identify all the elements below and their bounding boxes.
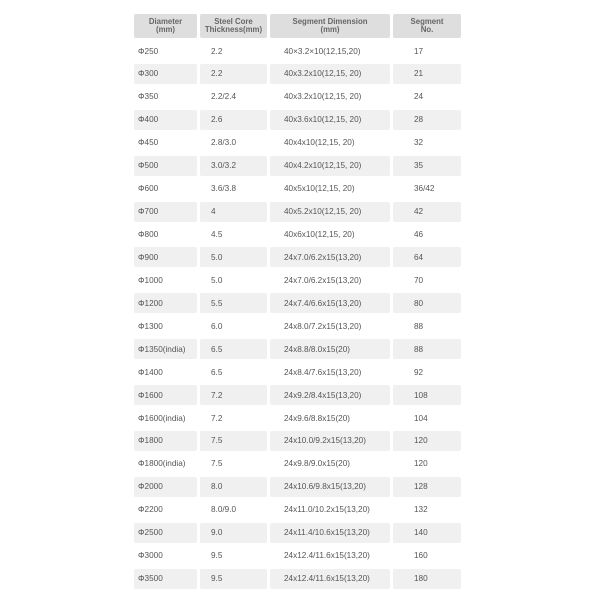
cell-diameter: Φ1600: [134, 385, 197, 405]
cell-segment-no: 24: [393, 87, 461, 107]
cell-steel-core: 7.5: [200, 431, 267, 451]
cell-segment-dimension: 24x11.0/10.2x15(13,20): [270, 500, 390, 520]
header-steel-core-line2: Thickness(mm): [204, 25, 263, 34]
table-row: [134, 179, 464, 199]
cell-segment-dimension: 24x7.0/6.2x15(13,20): [270, 247, 390, 267]
cell-diameter: Φ400: [134, 110, 197, 130]
cell-steel-core: 5.5: [200, 293, 267, 313]
cell-diameter: Φ1600(india): [134, 408, 197, 428]
cell-segment-dimension: 40x3.2x10(12,15, 20): [270, 87, 390, 107]
cell-steel-core: 6.5: [200, 362, 267, 382]
table-row: [134, 202, 464, 222]
table-row: [134, 477, 464, 497]
cell-segment-dimension: 40x5x10(12,15, 20): [270, 179, 390, 199]
cell-segment-dimension: 40x3.6x10(12,15, 20): [270, 110, 390, 130]
table-row: [134, 385, 464, 405]
table-row: [134, 546, 464, 566]
cell-segment-no: 160: [393, 546, 461, 566]
cell-segment-dimension: 24x8.4/7.6x15(13,20): [270, 362, 390, 382]
cell-segment-dimension: 40x4x10(12,15, 20): [270, 133, 390, 153]
cell-segment-no: 140: [393, 523, 461, 543]
cell-segment-no: 88: [393, 316, 461, 336]
table-row: [134, 500, 464, 520]
table-row: [134, 569, 464, 589]
cell-diameter: Φ1800: [134, 431, 197, 451]
table-row: [134, 247, 464, 267]
cell-segment-no: 108: [393, 385, 461, 405]
cell-segment-dimension: 24x7.4/6.6x15(13,20): [270, 293, 390, 313]
cell-steel-core: 5.0: [200, 247, 267, 267]
cell-steel-core: 5.0: [200, 270, 267, 290]
table-row: [134, 87, 464, 107]
cell-segment-no: 70: [393, 270, 461, 290]
cell-segment-dimension: 24x9.6/8.8x15(20): [270, 408, 390, 428]
cell-segment-dimension: 24x10.0/9.2x15(13,20): [270, 431, 390, 451]
cell-segment-no: 104: [393, 408, 461, 428]
cell-segment-no: 132: [393, 500, 461, 520]
cell-diameter: Φ500: [134, 156, 197, 176]
cell-steel-core: 2.2/2.4: [200, 87, 267, 107]
cell-segment-dimension: 24x12.4/11.6x15(13,20): [270, 569, 390, 589]
cell-steel-core: 9.5: [200, 546, 267, 566]
cell-steel-core: 2.8/3.0: [200, 133, 267, 153]
cell-segment-dimension: 24x9.2/8.4x15(13,20): [270, 385, 390, 405]
cell-segment-dimension: 40x5.2x10(12,15, 20): [270, 202, 390, 222]
cell-steel-core: 3.0/3.2: [200, 156, 267, 176]
cell-diameter: Φ2200: [134, 500, 197, 520]
table-row: [134, 270, 464, 290]
header-segment-dimension: [270, 14, 390, 38]
cell-diameter: Φ2000: [134, 477, 197, 497]
cell-segment-no: 36/42: [393, 179, 461, 199]
cell-steel-core: 6.5: [200, 339, 267, 359]
cell-segment-no: 21: [393, 64, 461, 84]
cell-diameter: Φ1350(india): [134, 339, 197, 359]
cell-steel-core: 9.5: [200, 569, 267, 589]
cell-steel-core: 4.5: [200, 225, 267, 245]
cell-diameter: Φ1800(india): [134, 454, 197, 474]
table-row: [134, 339, 464, 359]
cell-segment-no: 180: [393, 569, 461, 589]
cell-segment-no: 64: [393, 247, 461, 267]
cell-diameter: Φ2500: [134, 523, 197, 543]
cell-steel-core: 8.0: [200, 477, 267, 497]
cell-diameter: Φ350: [134, 87, 197, 107]
header-steel-core: [200, 14, 267, 38]
cell-diameter: Φ1400: [134, 362, 197, 382]
cell-segment-no: 92: [393, 362, 461, 382]
cell-steel-core: 2.6: [200, 110, 267, 130]
cell-steel-core: 9.0: [200, 523, 267, 543]
cell-diameter: Φ1200: [134, 293, 197, 313]
cell-segment-no: 128: [393, 477, 461, 497]
header-segment-no: [393, 14, 461, 38]
header-diameter-line2: (mm): [155, 25, 176, 34]
cell-segment-no: 17: [393, 41, 461, 61]
table-row: [134, 408, 464, 428]
header-segment-no-line1: Segment: [410, 16, 444, 26]
cell-steel-core: 7.2: [200, 408, 267, 428]
cell-segment-dimension: 24x10.6/9.8x15(13,20): [270, 477, 390, 497]
segment-spec-table: [134, 14, 464, 592]
cell-segment-no: 88: [393, 339, 461, 359]
table-row: [134, 316, 464, 336]
cell-segment-no: 28: [393, 110, 461, 130]
cell-segment-no: 35: [393, 156, 461, 176]
cell-diameter: Φ3500: [134, 569, 197, 589]
cell-steel-core: 3.6/3.8: [200, 179, 267, 199]
cell-segment-dimension: 24x8.0/7.2x15(13,20): [270, 316, 390, 336]
cell-steel-core: 7.2: [200, 385, 267, 405]
cell-diameter: Φ800: [134, 225, 197, 245]
cell-segment-dimension: 24x8.8/8.0x15(20): [270, 339, 390, 359]
header-diameter-line1: Diameter: [148, 16, 183, 26]
table-header-row: [134, 14, 464, 38]
header-segment-no-line2: No.: [420, 25, 434, 34]
table-row: [134, 156, 464, 176]
cell-diameter: Φ450: [134, 133, 197, 153]
table-row: [134, 225, 464, 245]
table-row: [134, 362, 464, 382]
cell-segment-dimension: 24x12.4/11.6x15(13,20): [270, 546, 390, 566]
cell-segment-dimension: 40×3.2×10(12,15,20): [270, 41, 390, 61]
cell-steel-core: 6.0: [200, 316, 267, 336]
cell-steel-core: 2.2: [200, 64, 267, 84]
cell-segment-no: 120: [393, 454, 461, 474]
header-segment-dimension-line2: (mm): [320, 25, 340, 34]
header-steel-core-line1: Steel Core: [214, 16, 253, 26]
table-row: [134, 64, 464, 84]
table-row: [134, 41, 464, 61]
cell-segment-no: 42: [393, 202, 461, 222]
cell-diameter: Φ300: [134, 64, 197, 84]
cell-segment-no: 32: [393, 133, 461, 153]
table-row: [134, 454, 464, 474]
cell-segment-dimension: 40x6x10(12,15, 20): [270, 225, 390, 245]
cell-diameter: Φ900: [134, 247, 197, 267]
cell-diameter: Φ1000: [134, 270, 197, 290]
table-row: [134, 293, 464, 313]
table-row: [134, 133, 464, 153]
table-row: [134, 431, 464, 451]
header-segment-dimension-line1: Segment Dimension: [292, 16, 368, 26]
table-row: [134, 110, 464, 130]
cell-steel-core: 4: [200, 202, 267, 222]
header-diameter: [134, 14, 197, 38]
cell-segment-no: 80: [393, 293, 461, 313]
cell-diameter: Φ1300: [134, 316, 197, 336]
cell-segment-no: 46: [393, 225, 461, 245]
cell-segment-dimension: 24x11.4/10.6x15(13,20): [270, 523, 390, 543]
cell-diameter: Φ250: [134, 41, 197, 61]
cell-segment-no: 120: [393, 431, 461, 451]
cell-segment-dimension: 24x7.0/6.2x15(13,20): [270, 270, 390, 290]
cell-steel-core: 7.5: [200, 454, 267, 474]
cell-steel-core: 8.0/9.0: [200, 500, 267, 520]
cell-diameter: Φ700: [134, 202, 197, 222]
cell-steel-core: 2.2: [200, 41, 267, 61]
table-row: [134, 523, 464, 543]
cell-segment-dimension: 40x3.2x10(12,15, 20): [270, 64, 390, 84]
table-body: [134, 41, 464, 589]
cell-segment-dimension: 24x9.8/9.0x15(20): [270, 454, 390, 474]
cell-diameter: Φ3000: [134, 546, 197, 566]
cell-segment-dimension: 40x4.2x10(12,15, 20): [270, 156, 390, 176]
cell-diameter: Φ600: [134, 179, 197, 199]
